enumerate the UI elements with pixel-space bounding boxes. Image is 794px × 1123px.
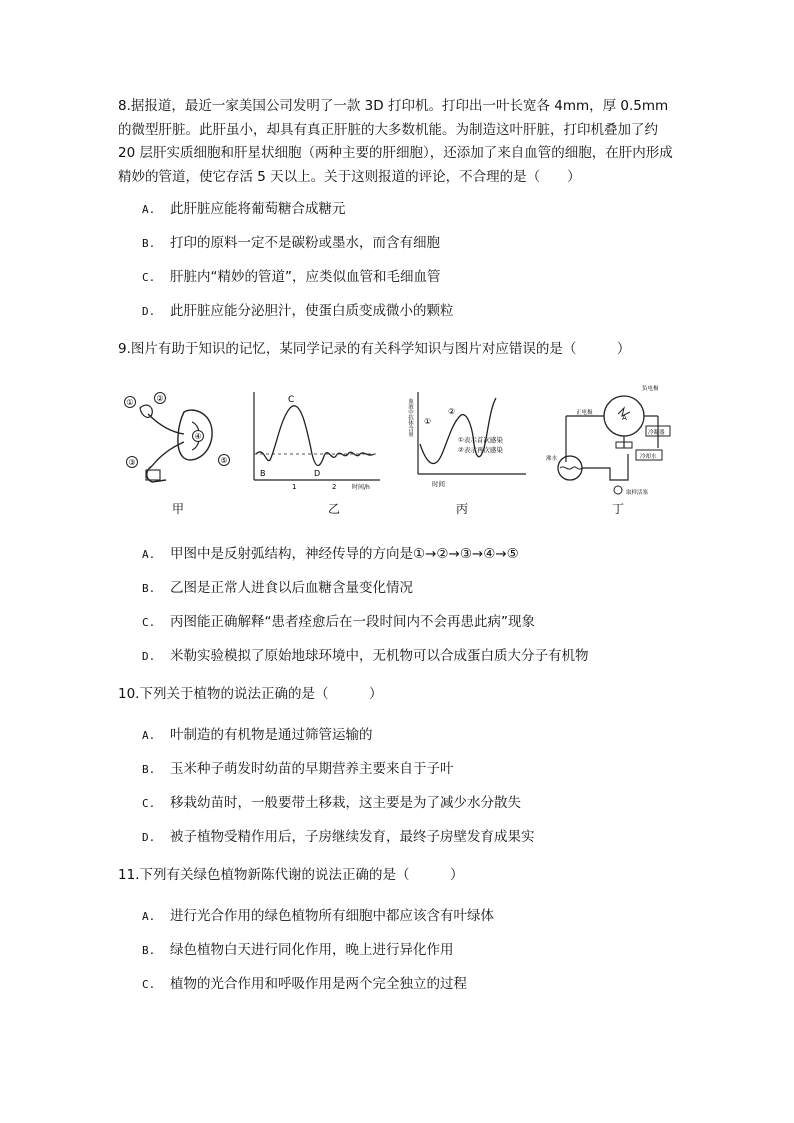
q9-option-c <box>142 612 535 633</box>
ding-label-condenser: 冷凝器 <box>648 430 665 436</box>
bing-legend-1: ①表示首次感染 <box>458 436 503 444</box>
q8-option-a <box>142 199 346 220</box>
q10-option-d <box>142 827 535 848</box>
question-11-stem: 11.下列有关绿色植物新陈代谢的说法正确的是（ ） <box>118 867 464 883</box>
option-letter: C. <box>142 978 156 991</box>
yi-xlabel: 时间/h <box>352 484 370 491</box>
option-text: 甲图中是反射弧结构，神经传导的方向是①→②→③→④→⑤ <box>170 546 519 562</box>
option-text: 进行光合作用的绿色植物所有细胞中都应该含有叶绿体 <box>170 908 494 924</box>
question-10-stem: 10.下列关于植物的说法正确的是（ ） <box>118 686 383 702</box>
q8-option-c <box>142 267 441 288</box>
option-text: 被子植物受精作用后，子房继续发育，最终子房壁发育成果实 <box>170 829 535 845</box>
option-text: 叶制造的有机物是通过筛管运输的 <box>170 727 373 743</box>
option-letter: C. <box>142 797 156 810</box>
figure-ding-miller <box>546 384 682 510</box>
option-text: 此肝脏应能分泌胆汁，使蛋白质变成微小的颗粒 <box>170 303 454 319</box>
option-letter: D. <box>142 831 156 844</box>
option-letter: A. <box>142 203 156 216</box>
caption-bing: 丙 <box>456 502 469 516</box>
option-text: 打印的原料一定不是碳粉或墨水，而含有细胞 <box>170 235 440 251</box>
caption-yi: 乙 <box>328 502 341 516</box>
q8-option-b <box>142 233 440 254</box>
figure-yi-blood-glucose <box>240 384 390 494</box>
bing-mark-1: ① <box>424 417 432 426</box>
q9-option-a <box>142 544 519 565</box>
yi-tick-1: 1 <box>292 483 297 491</box>
option-letter: D. <box>142 305 156 318</box>
q11-option-b <box>142 940 454 961</box>
option-letter: B. <box>142 944 156 957</box>
ding-label-sampling-valve: 取样活塞 <box>626 490 649 496</box>
reflex-mark-5: ⑤ <box>220 456 228 465</box>
ding-label-cooling-water: 冷却水 <box>640 454 657 460</box>
ding-label-pos-electrode: 正电极 <box>576 410 593 416</box>
bing-ylabel: 血液中抗体含量 <box>407 398 413 437</box>
option-text: 乙图是正常人进食以后血糖含量变化情况 <box>170 580 413 596</box>
caption-ding: 丁 <box>612 502 625 516</box>
bing-legend-2: ②表示再次感染 <box>458 446 503 454</box>
yi-peak-label: C <box>288 395 295 405</box>
yi-tick-2: 2 <box>332 483 337 491</box>
q10-option-b <box>142 759 454 780</box>
option-letter: B. <box>142 237 156 250</box>
option-text: 肝脏内“精妙的管道”，应类似血管和毛细血管 <box>170 269 441 285</box>
ding-label-a: A <box>622 414 627 422</box>
q11-option-a <box>142 906 494 927</box>
q11-option-c <box>142 974 467 995</box>
caption-jia: 甲 <box>172 502 185 516</box>
option-text: 米勒实验模拟了原始地球环境中，无机物可以合成蛋白质大分子有机物 <box>170 648 589 664</box>
option-text: 植物的光合作用和呼吸作用是两个完全独立的过程 <box>170 976 467 992</box>
option-text: 绿色植物白天进行同化作用，晚上进行异化作用 <box>170 942 454 958</box>
reflex-mark-4: ④ <box>194 432 202 441</box>
q9-option-d <box>142 646 589 667</box>
ding-label-neg-electrode: 负电极 <box>642 386 659 392</box>
option-text: 丙图能正确解释“患者痊愈后在一段时间内不会再患此病”现象 <box>170 614 535 630</box>
reflex-mark-1: ① <box>126 398 134 407</box>
bing-mark-2: ② <box>448 407 456 416</box>
option-text: 玉米种子萌发时幼苗的早期营养主要来自于子叶 <box>170 761 454 777</box>
figure-strip <box>122 384 682 524</box>
option-letter: A. <box>142 729 156 742</box>
q10-option-a <box>142 725 373 746</box>
option-letter: D. <box>142 650 156 663</box>
option-letter: B. <box>142 582 156 595</box>
q8-option-d <box>142 301 454 322</box>
option-text: 移栽幼苗时，一般要带土移栽，这主要是为了减少水分散失 <box>170 795 521 811</box>
yi-b-label: B <box>260 469 266 478</box>
reflex-mark-3: ③ <box>128 458 136 467</box>
figure-jia-reflex-arc <box>122 384 234 494</box>
question-9-stem: 9.图片有助于知识的记忆，某同学记录的有关科学知识与图片对应错误的是（ ） <box>118 341 631 357</box>
ding-label-boiling-water: 沸水 <box>546 456 558 462</box>
option-letter: A. <box>142 548 156 561</box>
yi-d-label: D <box>314 469 321 478</box>
bing-xlabel: 时间 <box>432 480 445 488</box>
question-8-stem: 8.据报道，最近一家美国公司发明了一款 3D 打印机。打印出一叶长宽各 4mm，厚 0.5mm 的微型肝脏。此肝虽小，却具有真正肝脏的大多数机能。为制造这叶肝脏，打印机叠加了约 20 层肝实质细胞和肝星状细胞（两种主要的肝细胞），还添加了来自血管的细胞，在肝内形成精妙的管道，使它存活 5 天以上。关于这则报道的评论，不合理的是（ ） <box>118 98 673 185</box>
option-letter: A. <box>142 910 156 923</box>
option-text: 此肝脏应能将葡萄糖合成糖元 <box>170 201 346 217</box>
q9-option-b <box>142 578 413 599</box>
q10-option-c <box>142 793 521 814</box>
option-letter: B. <box>142 763 156 776</box>
option-letter: C. <box>142 271 156 284</box>
option-letter: C. <box>142 616 156 629</box>
reflex-mark-2: ② <box>156 394 164 403</box>
figure-bing-antibody <box>402 384 530 494</box>
